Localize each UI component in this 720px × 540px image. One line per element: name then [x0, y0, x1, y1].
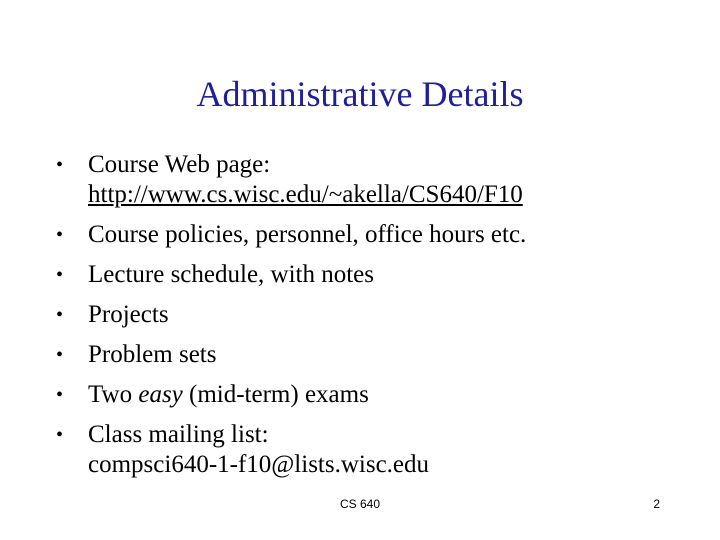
- item-label: Course Web page:: [88, 151, 271, 178]
- bullet-icon: •: [56, 154, 64, 176]
- bullet-icon: •: [56, 304, 64, 326]
- item-text: Projects: [88, 301, 169, 328]
- bullet-icon: •: [56, 224, 64, 246]
- bullet-icon: •: [56, 344, 64, 366]
- item-text: Course policies, personnel, office hours etc.: [88, 221, 527, 248]
- footer-course: CS 640: [339, 497, 381, 511]
- item-label: Class mailing list:: [88, 421, 269, 448]
- item-text-prefix: Two: [88, 381, 139, 408]
- bullet-list: [52, 150, 692, 490]
- bullet-icon: •: [56, 424, 64, 446]
- bullet-icon: •: [56, 264, 64, 286]
- list-item: [52, 340, 692, 370]
- item-text-suffix: (mid-term) exams: [182, 381, 369, 408]
- list-item: [52, 300, 692, 330]
- item-text: Problem sets: [88, 341, 217, 368]
- bullet-icon: •: [56, 384, 64, 406]
- list-item: [52, 260, 692, 290]
- course-web-link[interactable]: http://www.cs.wisc.edu/~akella/CS640/F10: [88, 181, 523, 208]
- footer-page-number: 2: [653, 497, 660, 511]
- list-item: [52, 150, 692, 210]
- mailing-list-address: compsci640-1-f10@lists.wisc.edu: [88, 451, 430, 478]
- item-text: Lecture schedule, with notes: [88, 261, 375, 288]
- list-item: [52, 420, 692, 480]
- list-item: [52, 220, 692, 250]
- item-emphasis: easy: [138, 381, 183, 408]
- slide-title: Administrative Details: [196, 74, 524, 114]
- list-item: [52, 380, 692, 410]
